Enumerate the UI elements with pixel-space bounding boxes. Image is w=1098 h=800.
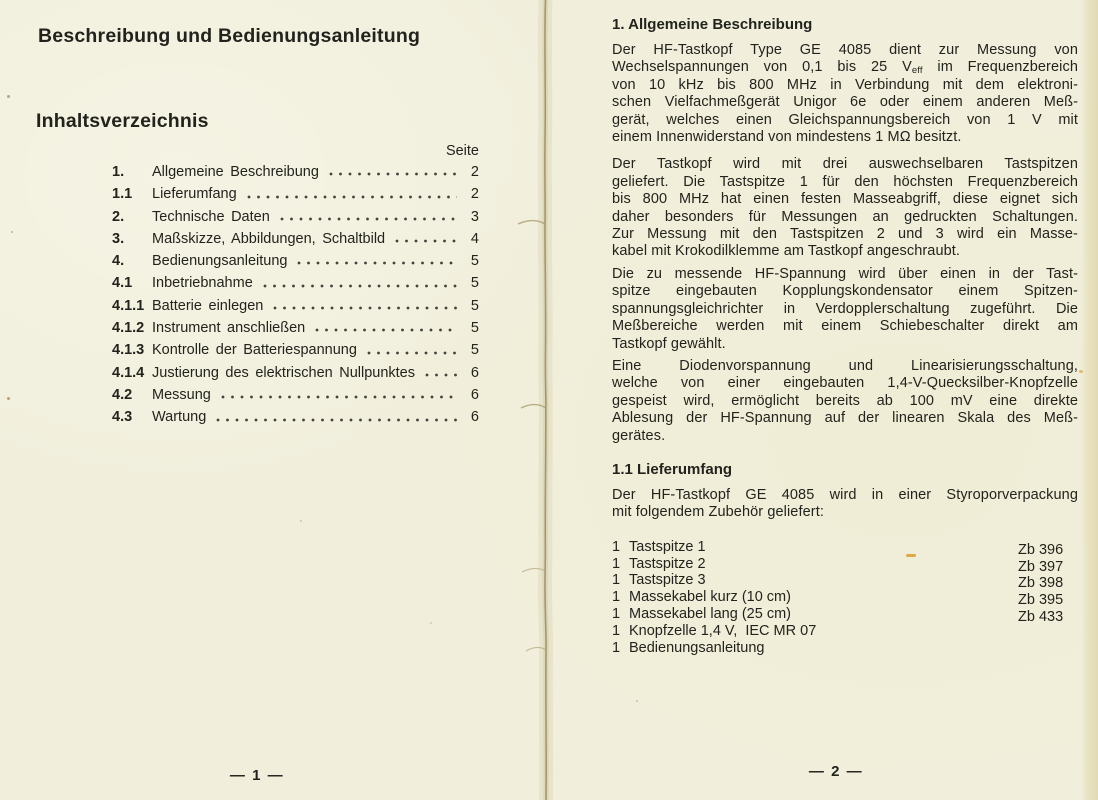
text-line: Die zu messende HF-Spannung wird über einen in der Tast-: [612, 265, 1078, 282]
item-name: Knopfzelle 1,4 V, IEC MR 07: [629, 622, 817, 639]
scan-speck: [11, 231, 13, 233]
toc-number: 4.: [112, 253, 125, 270]
page-column-header: Seite: [445, 143, 479, 159]
text-line: Eine Diodenvorspannung und Linearisierungsschaltung,: [612, 357, 1078, 374]
scan-speck: [7, 95, 10, 98]
item-code: [1018, 643, 1078, 660]
toc-label: Maßskizze, Abbildungen, Schaltbild: [152, 230, 386, 247]
toc-number: 4.1.1: [112, 297, 145, 314]
toc-dot-leader: [247, 195, 457, 199]
toc-page-number: 5: [470, 275, 479, 292]
toc-row: [112, 228, 479, 250]
toc-row: [112, 339, 479, 361]
toc-dot-leader: [280, 217, 457, 221]
item-code: Zb 396: [1018, 541, 1064, 558]
text-segment: Wechselspannungen von 0,1 bis 25 V: [612, 59, 912, 76]
item-code: Zb 433: [1018, 608, 1064, 625]
paragraph-4: [612, 358, 1078, 445]
page-2-footer: — 2 —: [808, 763, 864, 780]
toc-label: Bedienungsanleitung: [152, 253, 288, 270]
item-quantity: 1: [612, 555, 621, 572]
text-line: gespeist wird, ermöglicht bereits ab 100 mV eine direkte: [612, 392, 1078, 409]
text-line: Der HF-Tastkopf Type GE 4085 dient zur Messung von: [612, 42, 1078, 58]
toc-row: [112, 183, 479, 205]
scan-speck: [1079, 370, 1083, 373]
toc-label: Allgemeine Beschreibung: [152, 164, 319, 180]
text-line: Der HF-Tastkopf GE 4085 wird in einer Styroporverpackung: [612, 486, 1078, 503]
toc-number: 4.1.3: [112, 342, 145, 359]
scan-speck: [906, 554, 916, 557]
text-line: Meßbereiche werden mit einem Schiebeschalter direkt am: [612, 318, 1078, 335]
toc-page-number: 6: [470, 364, 479, 381]
manual-title: Beschreibung und Bedienungsanleitung: [38, 25, 421, 47]
text-line: schen Vielfachmeßgerät Unigor 6e oder einem anderen Meß-: [612, 94, 1078, 111]
toc-number: 4.2: [112, 386, 133, 403]
toc-row: [112, 250, 479, 272]
scan-speck: [300, 520, 302, 522]
text-line: bis 800 MHz hat einen festen Masseabgriff, diese eignet sich: [612, 191, 1078, 208]
item-code: Zb 397: [1018, 558, 1064, 575]
toc-dot-leader: [273, 306, 457, 310]
toc-label: Justierung des elektrischen Nullpunktes: [152, 364, 415, 381]
staple-mark: [521, 405, 545, 408]
toc-page-number: 5: [470, 342, 479, 359]
page-edge-shadow: [1081, 0, 1098, 800]
toc-page-number: 3: [470, 208, 479, 225]
accessory-row: [612, 572, 1078, 592]
toc-page-number: 5: [470, 253, 479, 270]
item-name: Massekabel lang (25 cm): [629, 605, 791, 622]
text-line: spannungsgleichrichter in Verdopplerschaltung zugeführt. Die: [612, 300, 1078, 317]
toc-label: Batterie einlegen: [152, 297, 264, 314]
page-1-footer: — 1 —: [229, 767, 285, 784]
item-code: Zb 395: [1018, 592, 1064, 609]
accessory-row: [612, 606, 1078, 623]
page-2-text-column: [612, 16, 1078, 656]
staple-mark: [518, 221, 545, 224]
item-quantity: 1: [612, 538, 621, 555]
toc-row: [112, 161, 479, 183]
text-line: Tastkopf gewählt.: [612, 335, 726, 352]
toc-number: 4.1.2: [112, 320, 145, 337]
accessory-row: [612, 556, 1078, 573]
toc-label: Wartung: [152, 409, 207, 426]
toc-row: [112, 272, 479, 294]
accessory-row: [612, 539, 1078, 556]
toc-row: [112, 384, 479, 406]
text-line: kabel mit Krokodilklemme am Tastkopf angeschraubt.: [612, 243, 961, 260]
toc-number: 3.: [112, 230, 125, 247]
toc-dot-leader: [329, 172, 457, 176]
text-line: gerätes.: [612, 427, 666, 444]
toc-dot-leader: [297, 261, 457, 265]
toc-number: 2.: [112, 208, 125, 225]
crease-smudge: [545, 0, 546, 800]
text-line: welche von einer eingebauten 1,4-V-Quecksilber-Knopfzelle: [612, 375, 1078, 392]
text-line: [612, 59, 1078, 76]
toc-page-number: 6: [470, 409, 479, 426]
toc-row: [112, 362, 479, 384]
accessory-row: [612, 589, 1078, 609]
toc-label: Instrument anschließen: [152, 320, 306, 337]
text-line: von 10 kHz bis 800 MHz in Verbindung mit dem elektroni-: [612, 76, 1078, 93]
toc-number: 1.1: [112, 186, 133, 203]
toc-label: Technische Daten: [152, 208, 270, 225]
text-segment: im Frequenzbereich: [922, 59, 1078, 76]
toc-heading: Inhaltsverzeichnis: [36, 110, 209, 132]
toc-dot-leader: [221, 395, 457, 399]
toc-dot-leader: [395, 239, 457, 243]
section-1-1-heading: 1.1 Lieferumfang: [612, 460, 733, 478]
item-quantity: 1: [612, 605, 621, 622]
toc-page-number: 5: [470, 320, 479, 337]
item-quantity: 1: [612, 639, 621, 656]
toc-page-number: 5: [470, 297, 479, 314]
fold-mark: [522, 568, 545, 572]
crease-smudge-inner: [545, 0, 546, 800]
toc-dot-leader: [367, 351, 457, 355]
toc-page-number: 2: [470, 164, 479, 180]
item-code: [1018, 626, 1078, 643]
subscript-eff: eff: [911, 65, 923, 77]
text-line: mit folgendem Zubehör geliefert:: [612, 504, 824, 521]
item-name: Tastspitze 1: [629, 538, 706, 555]
binding-crease: [505, 0, 575, 800]
text-line: einem Innenwiderstand von mindestens 1 MΩ besitzt.: [612, 129, 962, 146]
paragraph-3: [612, 266, 1078, 353]
toc-dot-leader: [315, 328, 457, 332]
item-quantity: 1: [612, 572, 621, 589]
toc-dot-leader: [263, 284, 457, 288]
toc-dot-leader: [425, 373, 457, 377]
paragraph-2: [612, 156, 1078, 260]
text-line: gerät, welches einen Gleichspannungsbereich von 1 V mit: [612, 111, 1078, 128]
fold-mark: [526, 647, 546, 651]
toc-row: [112, 295, 479, 317]
item-name: Bedienungsanleitung: [629, 639, 765, 656]
toc-label: Kontrolle der Batteriespannung: [152, 342, 357, 359]
toc-page-number: 4: [470, 230, 479, 247]
accessories-list: [612, 539, 1078, 657]
item-name: Tastspitze 3: [629, 572, 706, 589]
toc-number: 4.3: [112, 409, 133, 426]
item-name: Tastspitze 2: [629, 555, 706, 572]
toc-row: [112, 317, 479, 339]
toc-row: [112, 406, 479, 428]
section-1-heading: 1. Allgemeine Beschreibung: [612, 16, 813, 33]
scan-speck: [430, 622, 432, 624]
item-quantity: 1: [612, 622, 621, 639]
text-line: Ablesung der HF-Spannung auf der linearen Skala des Meß-: [612, 410, 1078, 427]
item-code: Zb 398: [1018, 575, 1064, 592]
toc-page-number: 2: [470, 186, 479, 203]
item-name: Massekabel kurz (10 cm): [629, 589, 791, 606]
toc-number: 4.1: [112, 275, 133, 292]
toc-number: 4.1.4: [112, 364, 145, 381]
text-line: spitze eingebauten Kopplungskondensator einem Spitzen-: [612, 283, 1078, 300]
scan-speck: [7, 397, 10, 400]
crease-line: [545, 0, 546, 800]
item-quantity: 1: [612, 589, 621, 606]
toc-number: 1.: [112, 164, 125, 180]
toc-label: Messung: [152, 386, 211, 403]
text-line: Der Tastkopf wird mit drei auswechselbaren Tastspitzen: [612, 156, 1078, 173]
text-line: daher besonders für Messungen an gedruckten Schaltungen.: [612, 208, 1078, 225]
toc-row: [112, 206, 479, 228]
toc-label: Inbetriebnahme: [152, 275, 253, 292]
accessory-row: [612, 623, 1078, 640]
scan-speck: [636, 700, 638, 702]
accessory-row: [612, 640, 1078, 657]
text-line: geliefert. Die Tastspitze 1 für den höchsten Frequenzbereich: [612, 173, 1078, 190]
toc-label: Lieferumfang: [152, 186, 237, 203]
paragraph-lieferumfang-intro: [612, 487, 1078, 522]
paragraph-1: [612, 42, 1078, 146]
toc-dot-leader: [216, 418, 457, 422]
text-line: Zur Messung mit den Tastspitzen 2 und 3 wird ein Masse-: [612, 226, 1078, 243]
toc-page-number: 6: [470, 386, 479, 403]
table-of-contents: [112, 141, 479, 429]
